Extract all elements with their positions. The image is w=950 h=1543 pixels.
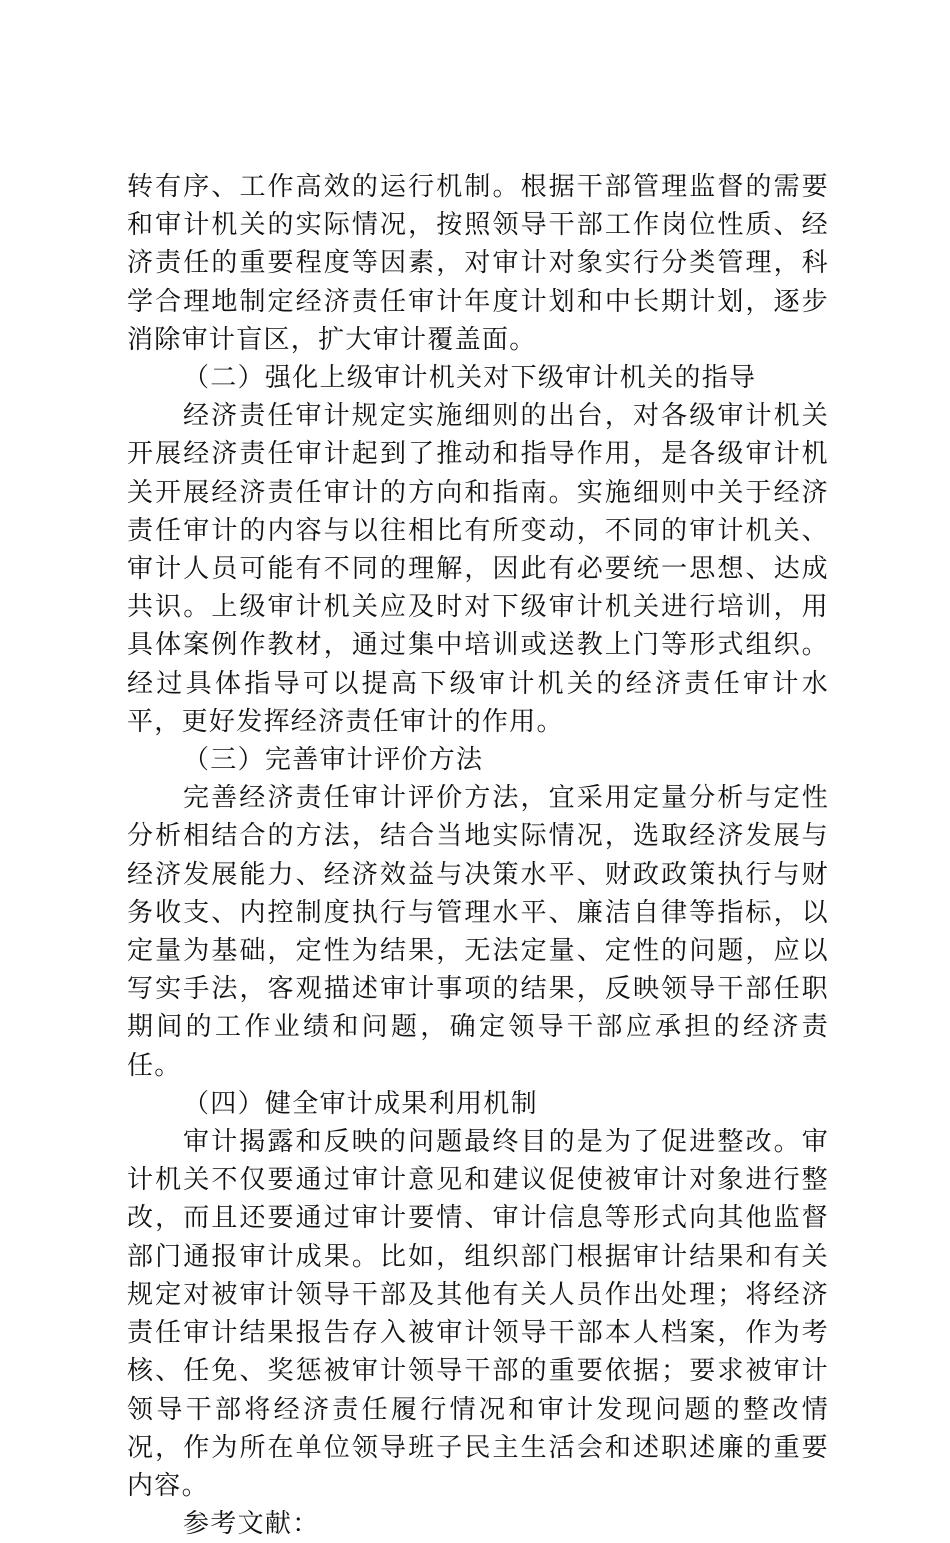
body-paragraph: 完善经济责任审计评价方法，宜采用定量分析与定性分析相结合的方法，结合当地实际情况，选取经济发展与经济发展能力、经济效益与决策水平、财政政策执行与财务收支、内控制度执行与管理水平、廉洁自律等指标，以定量为基础，定性为结果，无法定量、定性的问题，应以写实手法，客观描述审计事项的结果，反映领导干部任职期间的工作业绩和问题，确定领导干部应承担的经济责任。 <box>127 783 829 1081</box>
document-body <box>127 168 829 1543</box>
section-heading-2: （二）强化上级审计机关对下级审计机关的指导 <box>183 363 757 394</box>
section-heading-3: （三）完善审计评价方法 <box>183 745 484 776</box>
section-heading-4: （四）健全审计成果利用机制 <box>183 1088 538 1119</box>
body-paragraph: 审计揭露和反映的问题最终目的是为了促进整改。审计机关不仅要通过审计意见和建议促使被审计对象进行整改，而且还要通过审计要情、审计信息等形式向其他监督部门通报审计成果。比如，组织部门根据审计结果和有关规定对被审计领导干部及其他有关人员作出处理；将经济责任审计结果报告存入被审计领导干部本人档案，作为考核、任免、奖惩被审计领导干部的重要依据；要求被审计领导干部将经济责任履行情况和审计发现问题的整改情况，作为所在单位领导班子民主生活会和述职述廉的重要内容。 <box>127 1127 829 1501</box>
body-paragraph-continued: 转有序、工作高效的运行机制。根据干部管理监督的需要和审计机关的实际情况，按照领导干部工作岗位性质、经济责任的重要程度等因素，对审计对象实行分类管理，科学合理地制定经济责任审计年度计划和中长期计划，逐步消除审计盲区，扩大审计覆盖面。 <box>127 172 829 355</box>
references-heading: 参考文献： <box>183 1509 320 1540</box>
body-paragraph: 经济责任审计规定实施细则的出台，对各级审计机关开展经济责任审计起到了推动和指导作用，是各级审计机关开展经济责任审计的方向和指南。实施细则中关于经济责任审计的内容与以往相比有所变动，不同的审计机关、审计人员可能有不同的理解，因此有必要统一思想、达成共识。上级审计机关应及时对下级审计机关进行培训，用具体案例作教材，通过集中培训或送教上门等形式组织。经过具体指导可以提高下级审计机关的经济责任审计水平，更好发挥经济责任审计的作用。 <box>127 401 829 737</box>
